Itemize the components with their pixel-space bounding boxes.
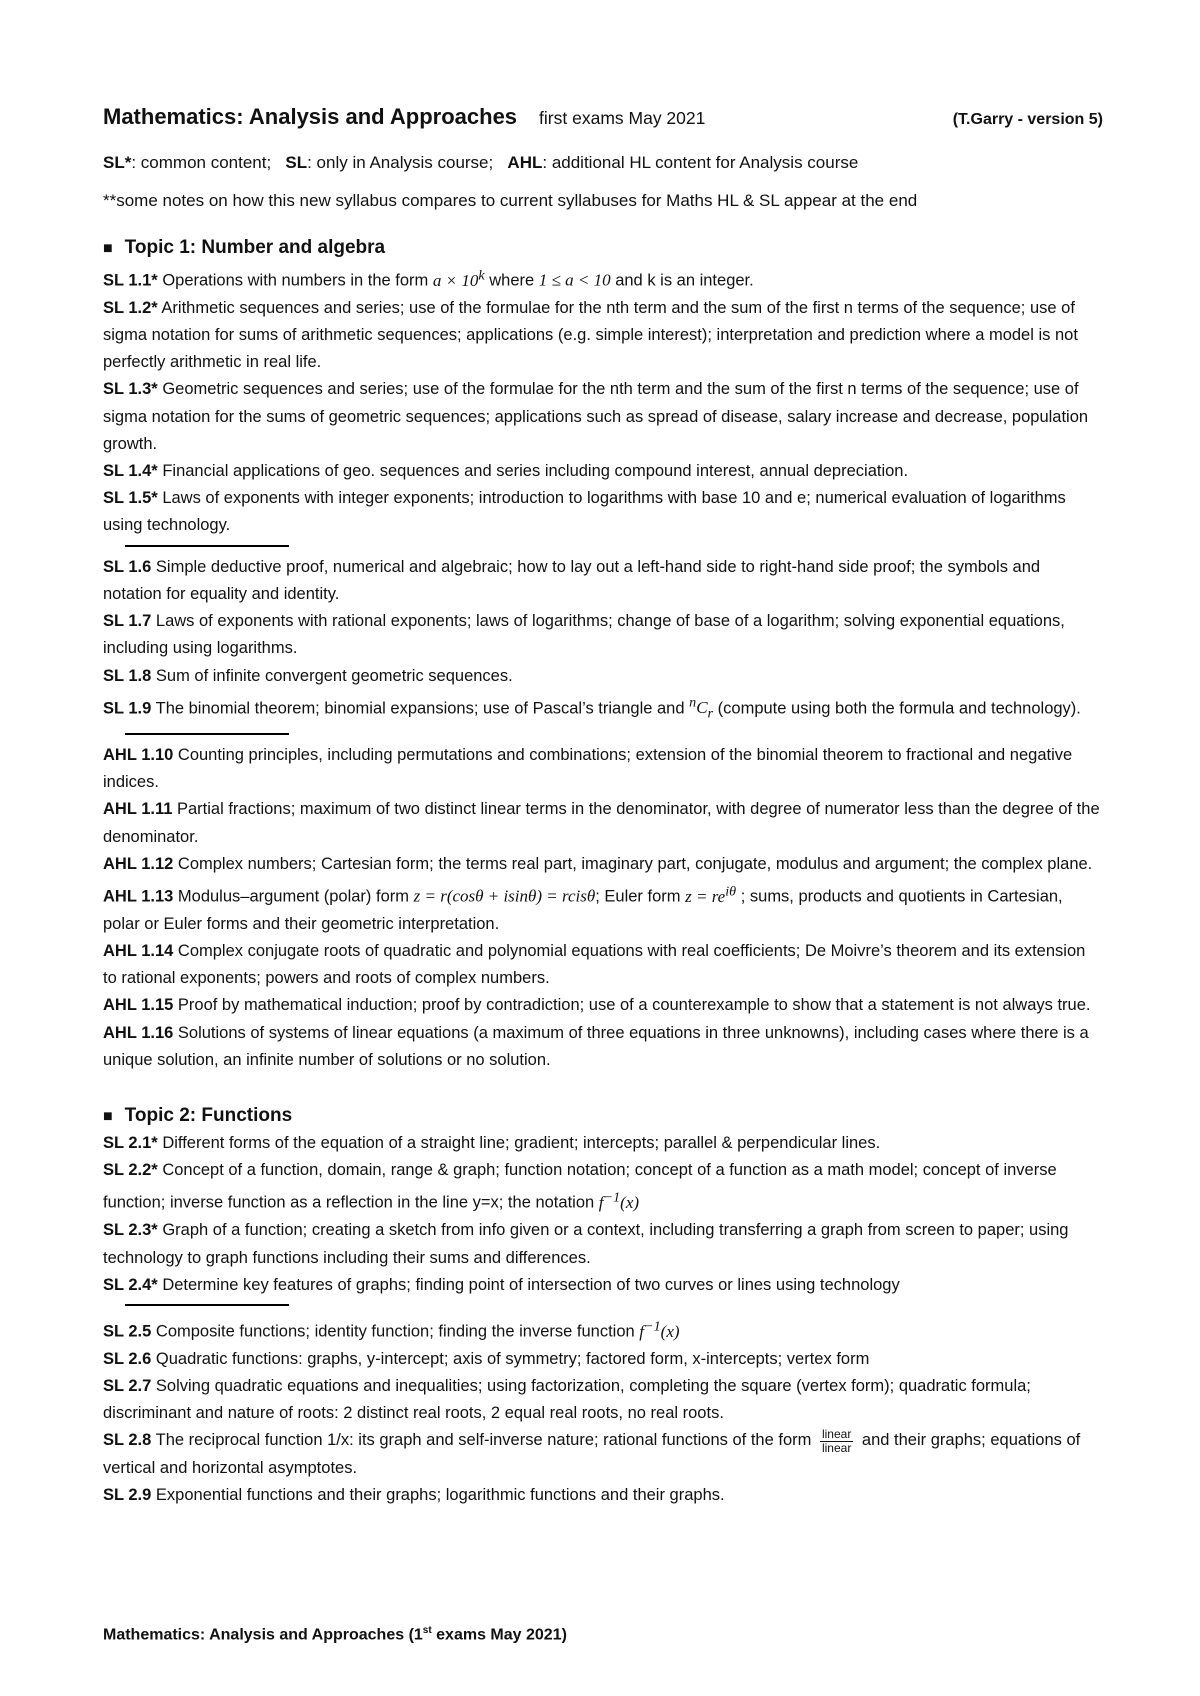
entry-text: Laws of exponents with rational exponents; laws of logarithms; change of base of a logarithm; solving exponential equations, including using logarithms. [103, 612, 1065, 658]
entry-text: Proof by mathematical induction; proof by contradiction; use of a counterexample to show that a statement is not always true. [177, 996, 1091, 1015]
entry-sl-2-7 [103, 1373, 1103, 1427]
entry-text: where [489, 271, 535, 290]
entry-text: Complex conjugate roots of quadratic and polynomial equations with real coefficients; De Moivre’s theorem and its extension to rational exponents; powers and roots of complex numbers. [103, 942, 1086, 988]
entry-code: AHL 1.12 [103, 854, 174, 873]
entry-sl-1-7 [103, 608, 1103, 662]
math-ncr: $^nC_r$ [689, 694, 714, 722]
entry-sl-1-5 [103, 485, 1103, 539]
entry-text: Financial applications of geo. sequences and series including compound interest, annual depreciation. [162, 462, 909, 481]
entry-code: SL 2.9 [103, 1485, 152, 1504]
entry-sl-1-6 [103, 554, 1103, 608]
entry-code: SL 1.2* [103, 298, 158, 317]
entry-code: SL 1.3* [103, 380, 158, 399]
section-divider [125, 733, 289, 735]
entry-code: AHL 1.11 [103, 800, 173, 819]
entry-sl-2-9 [103, 1482, 1103, 1509]
math-scientific-form: $a \times 10^k$ [432, 267, 485, 290]
math-euler-form: $z = re^{i\theta}$ [685, 882, 737, 906]
entry-text: Modulus–argument (polar) form [177, 887, 410, 906]
entry-text: (compute using both the formula and technology). [717, 699, 1081, 718]
entry-code: SL 1.1* [103, 271, 158, 290]
linear-over-linear-fraction: $\frac{\text{linear}}{\text{linear}}$ [821, 1426, 852, 1455]
entry-text: and their graphs; equations of vertical and horizontal asymptotes. [103, 1431, 1081, 1477]
entry-sl-1-3 [103, 376, 1103, 458]
topic-2-heading [103, 1102, 1103, 1130]
entry-code: AHL 1.16 [103, 1023, 174, 1042]
entry-code: SL 2.3* [103, 1221, 158, 1240]
entry-code: AHL 1.13 [103, 887, 174, 906]
legend-ahl-code: AHL [507, 153, 543, 172]
entry-code: SL 1.4* [103, 462, 158, 481]
entry-text: Composite functions; identity function; finding the inverse function [155, 1322, 635, 1341]
entry-code: SL 1.7 [103, 612, 152, 631]
entry-ahl-1-12 [103, 851, 1103, 878]
entry-code: AHL 1.10 [103, 745, 174, 764]
entry-ahl-1-14 [103, 938, 1103, 992]
document-subtitle: first exams May 2021 [539, 108, 706, 128]
document-author: (T.Garry - version 5) [952, 111, 1103, 128]
entry-sl-2-2 [103, 1157, 1103, 1217]
entry-text: The reciprocal function 1/x: its graph and self-inverse nature; rational functions of the form [155, 1431, 812, 1450]
legend-ahl-text: : additional HL content for Analysis course [542, 153, 859, 172]
entry-text: Solving quadratic equations and inequalities; using factorization, completing the square (vertex form); quadratic formula; discriminant and nature of roots: 2 distinct real roots, 2 equal real roots, no real roots. [103, 1376, 1031, 1423]
document-header [103, 104, 1103, 138]
topic-1-heading [103, 234, 1103, 262]
entry-text: and k is an integer. [615, 271, 754, 290]
entry-text: ; Euler form [595, 887, 681, 906]
entry-text: Complex numbers; Cartesian form; the terms real part, imaginary part, conjugate, modulus and argument; the complex plane. [177, 854, 1093, 873]
entry-text: ; sums, products and quotients in Cartesian, polar or Euler forms and their geometric interpretation. [103, 887, 1063, 933]
entry-ahl-1-15 [103, 992, 1103, 1019]
entry-sl-2-4 [103, 1272, 1103, 1299]
entry-text: Different forms of the equation of a straight line; gradient; intercepts; parallel & perpendicular lines. [162, 1134, 881, 1153]
entry-code: SL 2.2* [103, 1161, 158, 1180]
math-inverse-notation: $f^{-1}(x)$ [598, 1189, 640, 1213]
entry-code: AHL 1.15 [103, 996, 174, 1015]
legend-sl-code: SL [285, 153, 308, 172]
entry-ahl-1-16 [103, 1020, 1103, 1074]
entry-sl-2-3 [103, 1217, 1103, 1271]
math-range: 1 ≤ a < 10 [538, 270, 611, 290]
entry-text: Arithmetic sequences and series; use of the formulae for the nth term and the sum of the first n terms of the sequence; use of sigma notation for sums of arithmetic sequences; applications (e.g. simple interest); interpretation and prediction where a model is not perfectly arithmetic in real life. [103, 298, 1078, 372]
topic-1-title: Topic 1: Number and algebra [124, 237, 386, 258]
math-polar-form: z = r(cosθ + isinθ) = rcisθ [413, 886, 596, 906]
math-inverse-notation: $f^{-1}(x)$ [639, 1317, 680, 1341]
entry-sl-1-4 [103, 458, 1103, 485]
entry-text: Operations with numbers in the form [162, 271, 429, 290]
entry-text: Determine key features of graphs; finding point of intersection of two curves or lines using technology [162, 1275, 900, 1294]
entry-text: Simple deductive proof, numerical and algebraic; how to lay out a left-hand side to right-hand side proof; the symbols and notation for equality and identity. [103, 557, 1041, 603]
entry-code: SL 1.5* [103, 489, 158, 508]
entry-code: SL 2.1* [103, 1134, 158, 1153]
entry-sl-2-1 [103, 1130, 1103, 1157]
entry-code: SL 2.6 [103, 1349, 152, 1368]
syllabus-note: **some notes on how this new syllabus compares to current syllabuses for Maths HL & SL appear at the end [103, 191, 918, 210]
entry-text: Laws of exponents with integer exponents; introduction to logarithms with base 10 and e; numerical evaluation of logarithms using technology. [103, 489, 1066, 535]
document-title: Mathematics: Analysis and Approaches [103, 104, 518, 129]
entry-text: Geometric sequences and series; use of the formulae for the nth term and the sum of the first n terms of the sequence; use of sigma notation for the sums of geometric sequences; applications such as spread of disease, salary increase and decrease, population growth. [103, 380, 1089, 453]
entry-code: SL 2.4* [103, 1275, 158, 1294]
entry-code: SL 2.8 [103, 1431, 152, 1450]
entry-code: SL 2.7 [103, 1376, 152, 1395]
entry-text: Sum of infinite convergent geometric sequences. [155, 666, 513, 685]
topic-2-title: Topic 2: Functions [124, 1105, 293, 1127]
legend-line [103, 150, 1103, 176]
entry-code: SL 1.9 [103, 699, 152, 718]
entry-text: Exponential functions and their graphs; logarithmic functions and their graphs. [155, 1485, 725, 1504]
square-bullet-icon: ■ [103, 1108, 113, 1126]
legend-sl-star-code: SL* [103, 153, 132, 172]
document-page [103, 104, 1103, 1509]
entry-code: SL 1.6 [103, 557, 152, 576]
legend-sl-star-text: : common content; [131, 153, 272, 172]
entry-ahl-1-11 [103, 796, 1103, 850]
entry-sl-1-8 [103, 663, 1103, 690]
entry-sl-1-2 [103, 295, 1103, 377]
entry-code: AHL 1.14 [103, 942, 174, 961]
entry-code: SL 2.5 [103, 1322, 152, 1341]
entry-ahl-1-10 [103, 742, 1103, 796]
entry-text: The binomial theorem; binomial expansions; use of Pascal’s triangle and [155, 699, 685, 718]
entry-code: SL 1.8 [103, 666, 152, 685]
entry-text: Quadratic functions: graphs, y-intercept; axis of symmetry; factored form, x-intercepts; vertex form [155, 1349, 870, 1368]
legend-sl-text: : only in Analysis course; [307, 153, 494, 172]
entry-sl-2-8 [103, 1427, 1103, 1481]
page-footer: Mathematics: Analysis and Approaches (1st exams May 2021) [103, 1625, 567, 1644]
entry-text: Graph of a function; creating a sketch from info given or a context, including transferring a graph from screen to paper; using technology to graph functions including their sums and differences. [103, 1221, 1069, 1267]
entry-sl-1-1 [103, 262, 1103, 295]
entry-text: Concept of a function, domain, range & graph; function notation; concept of a function as a math model; concept of inverse function; inverse function as a reflection in the line y=x; the notation [103, 1161, 1057, 1213]
entry-sl-1-9 [103, 690, 1103, 728]
entry-text: Partial fractions; maximum of two distinct linear terms in the denominator, with degree of numerator less than the degree of the denominator. [103, 800, 1100, 846]
entry-ahl-1-13 [103, 878, 1103, 938]
entry-text: Solutions of systems of linear equations (a maximum of three equations in three unknowns), including cases where there is a unique solution, an infinite number of solutions or no solution. [103, 1023, 1089, 1069]
square-bullet-icon: ■ [103, 240, 113, 257]
section-divider [125, 1304, 289, 1306]
entry-text: Counting principles, including permutations and combinations; extension of the binomial theorem to fractional and negative indices. [103, 745, 1073, 792]
entry-sl-2-6 [103, 1346, 1103, 1373]
entry-sl-2-5 [103, 1313, 1103, 1346]
section-divider [125, 545, 289, 547]
